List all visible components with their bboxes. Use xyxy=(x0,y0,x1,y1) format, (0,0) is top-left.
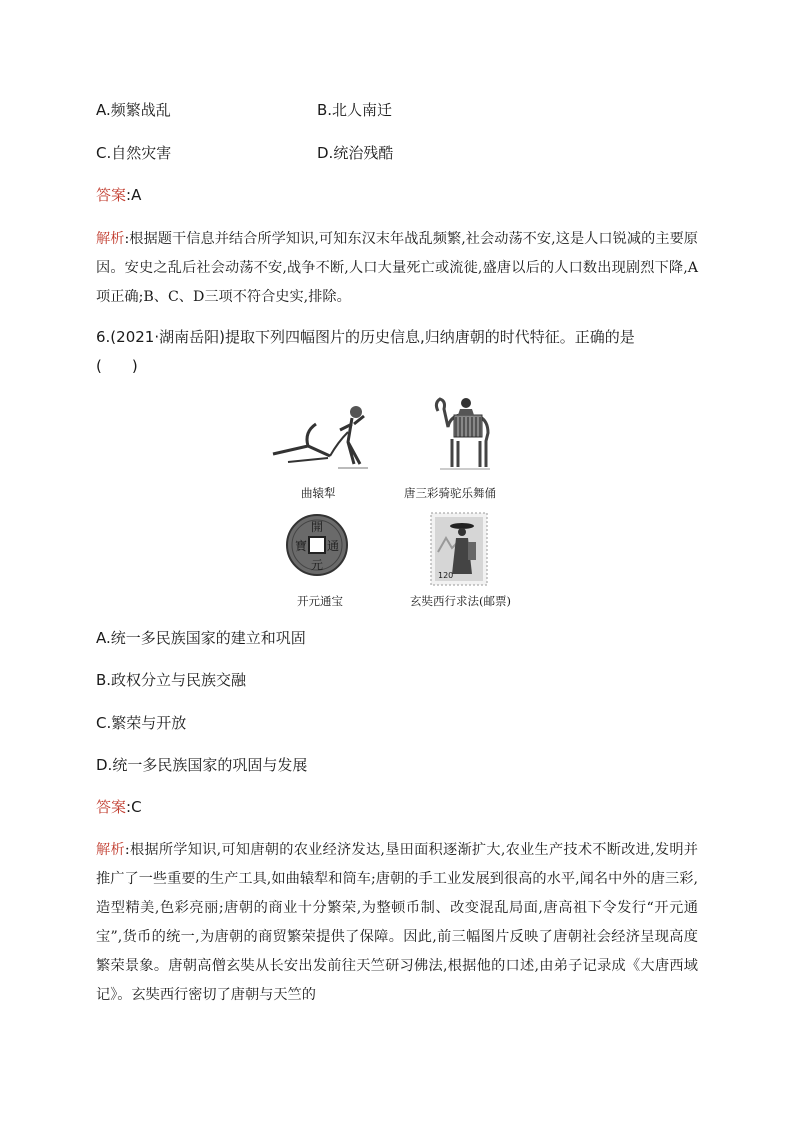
q5-answer-label: 答案 xyxy=(96,186,127,204)
q5-analysis-text: :根据题干信息并结合所学知识,可知东汉末年战乱频繁,社会动荡不安,这是人口锐减的主要原因。安史之乱后社会动荡不安,战争不断,人口大量死亡或流徙,盛唐以后的人口数出现剧烈下降,A项正确;B、C、D三项不符合史实,排除。 xyxy=(96,231,698,305)
q6-option-d: D.统一多民族国家的巩固与发展 xyxy=(96,756,308,774)
q6-answer-label: 答案 xyxy=(96,798,127,816)
q5-analysis-label: 解析 xyxy=(96,231,125,247)
q5-option-c: C.自然灾害 xyxy=(96,144,172,162)
q6-stem-line-2: ( ) xyxy=(96,357,138,375)
q6-stem-line-1: 6.(2021·湖南岳阳)提取下列四幅图片的历史信息,归纳唐朝的时代特征。正确的是 xyxy=(96,328,635,346)
q5-answer-value: :A xyxy=(126,186,142,204)
stamp-value: 120 xyxy=(438,571,454,580)
q5-answer xyxy=(96,184,141,206)
plow-caption: 曲辕犁 xyxy=(301,486,336,500)
q6-option-b: B.政权分立与民族交融 xyxy=(96,671,247,689)
coin-char-top: 開 xyxy=(310,520,324,534)
q6-answer xyxy=(96,796,142,818)
camel-caption: 唐三彩骑驼乐舞俑 xyxy=(404,486,496,500)
q6-analysis xyxy=(96,836,698,1010)
q5-option-row-2 xyxy=(96,142,394,164)
q5-option-d: D.统治残酷 xyxy=(317,144,394,162)
q6-analysis-label: 解析 xyxy=(96,842,125,858)
coin-char-left: 寶 xyxy=(294,539,308,553)
xuanzang-stamp-illustration xyxy=(430,512,488,586)
q6-option-c: C.繁荣与开放 xyxy=(96,714,187,732)
kaiyuan-coin-illustration xyxy=(285,513,349,577)
curved-plow-illustration xyxy=(268,402,378,472)
q6-answer-value: :C xyxy=(126,798,142,816)
q5-option-a: A.频繁战乱 xyxy=(96,101,171,119)
q5-analysis xyxy=(96,225,698,312)
q6-analysis-text: :根据所学知识,可知唐朝的农业经济发达,垦田面积逐渐扩大,农业生产技术不断改进,发明并推广了一些重要的生产工具,如曲辕犁和筒车;唐朝的手工业发展到很高的水平,闻名中外的唐三彩,造型精美,色彩亮丽;唐朝的商业十分繁荣,为整顿币制、改变混乱局面,唐高祖下令发行“开元通宝”,货币的统一,为唐朝的商贸繁荣提供了保障。因此,前三幅图片反映了唐朝社会经济呈现高度繁荣景象。唐朝高僧玄奘从长安出发前往天竺研习佛法,根据他的口述,由弟子记录成《大唐西域记》。玄奘西行密切了唐朝与天竺的 xyxy=(96,842,698,1003)
coin-caption: 开元通宝 xyxy=(297,594,343,608)
q5-option-b: B.北人南迁 xyxy=(317,101,393,119)
coin-char-right: 通 xyxy=(326,539,340,553)
tang-sancai-camel-illustration xyxy=(430,393,496,473)
q5-option-row-1 xyxy=(96,99,393,121)
coin-char-bottom: 元 xyxy=(310,558,324,572)
q6-option-a: A.统一多民族国家的建立和巩固 xyxy=(96,629,306,647)
stamp-caption: 玄奘西行求法(邮票) xyxy=(410,594,511,608)
